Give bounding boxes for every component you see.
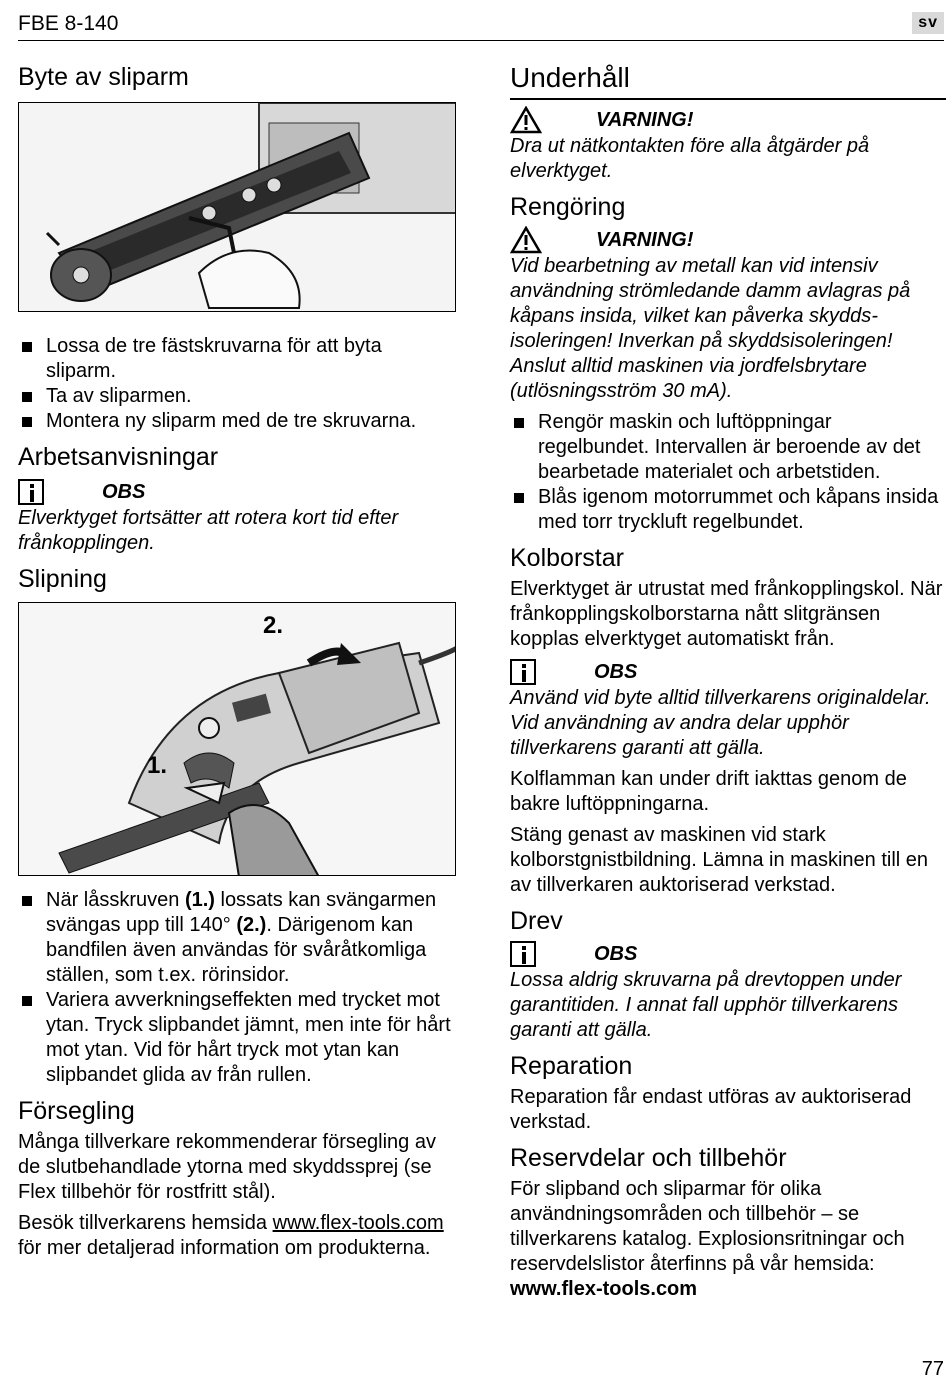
slipning-illustration xyxy=(19,603,456,876)
warning-note xyxy=(510,106,946,184)
heading-slipning: Slipning xyxy=(18,565,107,593)
heading-arbetsanvisningar: Arbetsanvisningar xyxy=(18,443,219,471)
kolborstar-text: Elverktyget är utrustat med frånkopplingskol. När frånkopplingskolborstarna nått slitgränsen kopplas elverktyget automatiskt från. xyxy=(510,578,943,650)
figure-sliparm xyxy=(18,102,456,312)
obs-note xyxy=(18,478,456,556)
heading-forsegling: Försegling xyxy=(18,1097,135,1125)
warning-triangle-icon xyxy=(510,226,542,254)
list-item: Blås igenom motorrummet och kåpans insida med torr tryckluft regelbundet. xyxy=(510,485,946,535)
obs-note xyxy=(510,658,946,761)
text-part: När låsskruven xyxy=(46,889,185,911)
kolflamman-text: Kolflamman kan under drift iakttas genom de bakre luftöppningarna. xyxy=(510,768,907,815)
list-item xyxy=(18,888,456,988)
heading-rengoring: Rengöring xyxy=(510,193,626,221)
model-name: FBE 8-140 xyxy=(18,12,119,35)
rengoring-list xyxy=(510,410,946,535)
obs-label: OBS xyxy=(594,660,638,683)
warning-label: VARNING! xyxy=(596,228,694,251)
obs-label: OBS xyxy=(102,480,146,503)
warning-text: Vid bearbetning av metall kan vid intensiv användning strömledande damm avlagras på kåpans insida, vilket kan påverka skyddsisoleringen! Inverkan på skyddsisoleringen! Anslut alltid maskinen via jordfelsbrytare (utlösningsström 30 mA). xyxy=(510,255,911,402)
obs-text: Lossa aldrig skruvarna på drevtoppen under garantitiden. I annat fall upphör tillverkarens garanti att gälla. xyxy=(510,969,902,1041)
heading-kolborstar: Kolborstar xyxy=(510,544,624,572)
obs-text: Elverktyget fortsätter att rotera kort tid efter frånkopplingen. xyxy=(18,507,399,554)
stang-text: Stäng genast av maskinen vid stark kolborstgnistbildning. Lämna in maskinen till en av tillverkaren auktoriserad verkstad. xyxy=(510,824,929,896)
slipning-list xyxy=(18,888,456,1088)
fig-label-2: 2. xyxy=(263,612,284,639)
info-icon xyxy=(510,659,536,685)
info-icon xyxy=(510,941,536,967)
text-part: lossats kan svängarmen svängas upp till 140° xyxy=(46,889,437,936)
info-icon xyxy=(18,479,44,505)
language-badge: sv xyxy=(912,12,944,34)
warning-triangle-icon xyxy=(510,106,542,134)
heading-underhall: Underhåll xyxy=(510,62,946,100)
heading-drev: Drev xyxy=(510,907,563,935)
list-item: Rengör maskin och luftöppningar regelbundet. Intervallen är beroende av det bearbetade materialet och arbetstiden. xyxy=(510,410,946,485)
list-item: Ta av sliparmen. xyxy=(18,384,456,409)
obs-note xyxy=(510,940,946,1043)
heading-reservdelar: Reservdelar och tillbehör xyxy=(510,1144,787,1172)
list-item: Lossa de tre fästskruvarna för att byta sliparm. xyxy=(18,334,456,384)
page-number: 77 xyxy=(921,1358,944,1380)
sliparm-illustration xyxy=(19,103,456,312)
warning-note xyxy=(510,226,946,404)
text-part: . Därigenom kan bandfilen även användas för svåråtkomliga ställen, som t.ex. rörinsidor. xyxy=(46,914,427,986)
figure-slipning xyxy=(18,602,456,876)
forsegling-text: Många tillverkare rekommenderar försegling av de slutbehandlade ytorna med skyddssprej (se Flex tillbehör för rostfritt stål). xyxy=(18,1131,436,1203)
ref-2: (2.) xyxy=(236,914,267,936)
reservdelar-text: För slipband och sliparmar för olika användningsområden och tillbehör – se tillverkarens katalog. Explosionsritningar och reservdelslistor återfinns på vår hemsida: xyxy=(510,1178,905,1275)
byte-list xyxy=(18,334,456,434)
list-item: Variera avverkningseffekten med trycket mot ytan. Tryck slipbandet jämnt, men inte för hårt mot ytan. Vid för hårt tryck mot ytan kan slipbandet glida av från rullen. xyxy=(18,988,456,1088)
reparation-text: Reparation får endast utföras av auktoriserad verkstad. xyxy=(510,1086,912,1133)
besok-text xyxy=(18,1211,456,1261)
heading-reparation: Reparation xyxy=(510,1052,633,1080)
text-part: för mer detaljerad information om produkterna. xyxy=(18,1237,431,1259)
obs-text: Använd vid byte alltid tillverkarens originaldelar. Vid användning av andra delar upphör tillverkarens garanti att gälla. xyxy=(510,687,931,759)
ref-1: (1.) xyxy=(184,889,215,911)
list-item: Montera ny sliparm med de tre skruvarna. xyxy=(18,409,456,434)
right-column xyxy=(510,62,946,1308)
warning-label: VARNING! xyxy=(596,108,694,131)
left-column xyxy=(18,62,456,1267)
text-part: Besök tillverkarens hemsida xyxy=(18,1212,273,1234)
page-header xyxy=(18,8,944,41)
fig-label-1: 1. xyxy=(147,752,168,779)
flex-tools-link[interactable]: www.flex-tools.com xyxy=(272,1212,444,1234)
obs-label: OBS xyxy=(594,942,638,965)
warning-text: Dra ut nätkontakten före alla åtgärder på elverktyget. xyxy=(510,135,870,182)
heading-byte-av-sliparm: Byte av sliparm xyxy=(18,63,189,91)
reservdelar-link[interactable]: www.flex-tools.com xyxy=(510,1278,698,1300)
